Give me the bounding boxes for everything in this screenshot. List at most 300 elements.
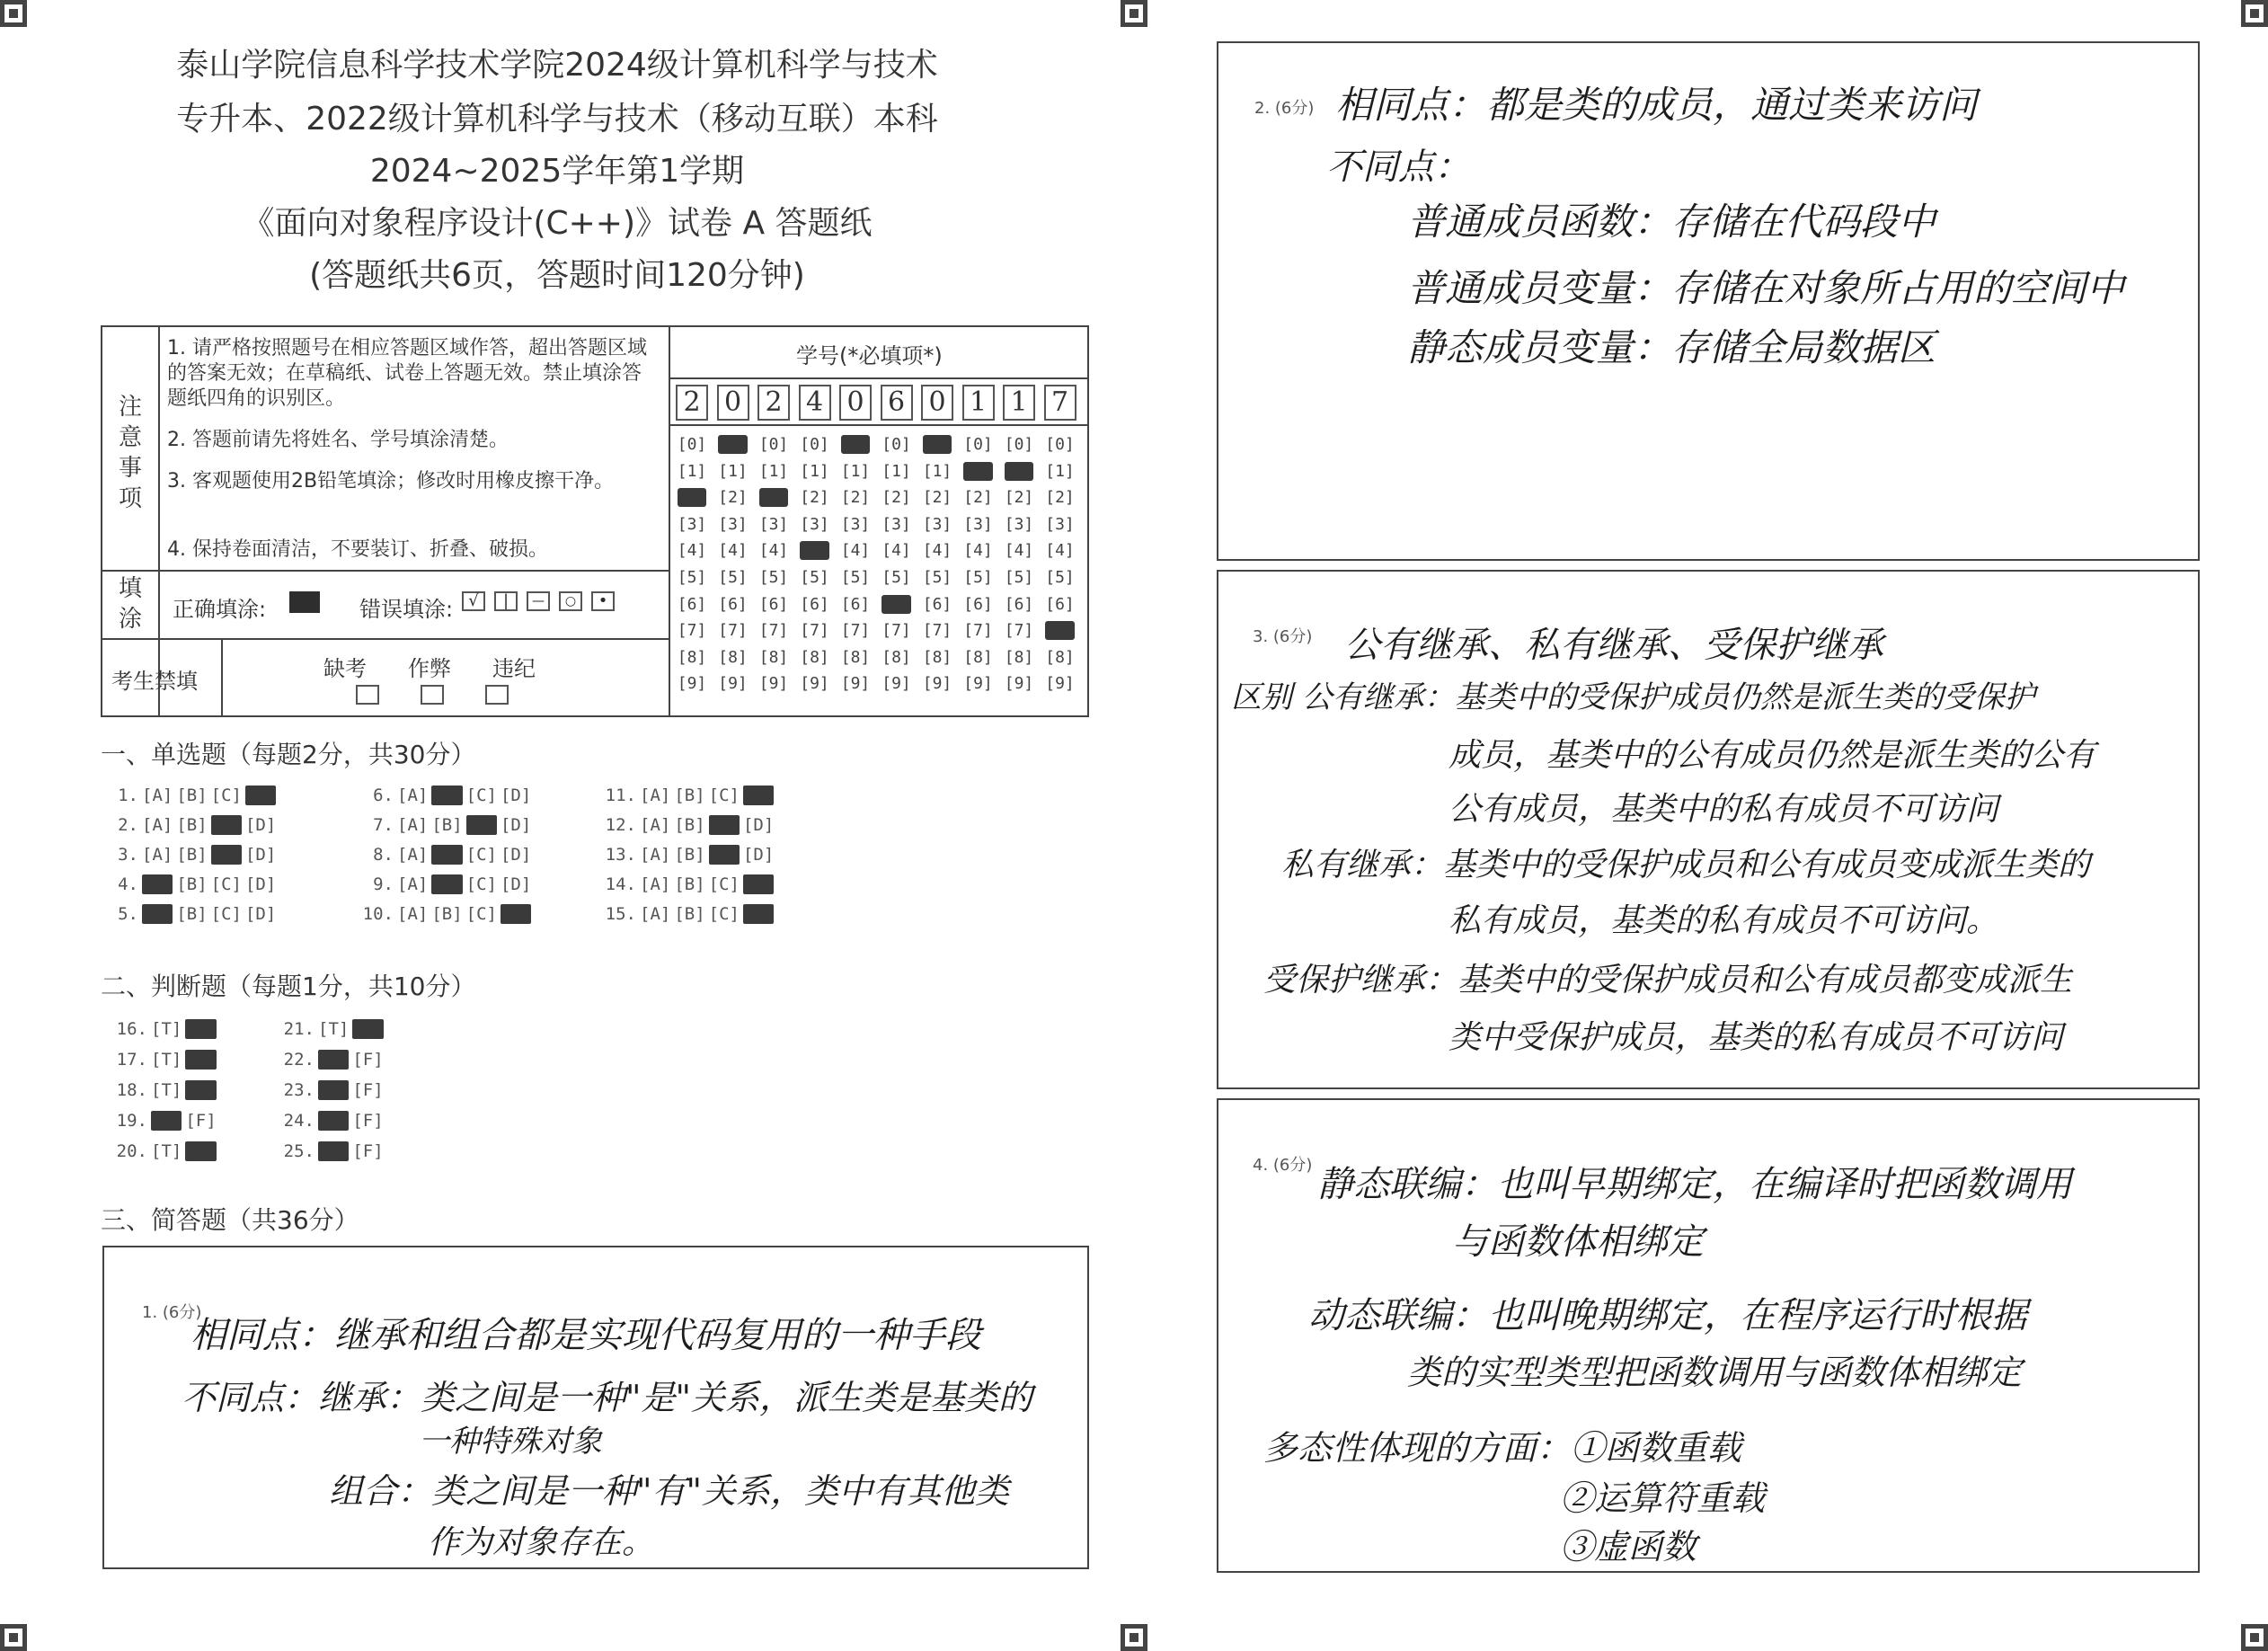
answer-option-bubble[interactable]: [F] bbox=[185, 1080, 217, 1100]
wrong-fill-label: 错误填涂: bbox=[359, 597, 454, 622]
student-id-bubble[interactable]: [6] bbox=[922, 594, 952, 614]
question-number: 22. bbox=[283, 1050, 315, 1070]
correct-fill-sample bbox=[289, 591, 320, 613]
q3-line-3: 成员，基类中的公有成员仍然是派生类的公有 bbox=[1449, 737, 2096, 774]
single-choice-item bbox=[602, 815, 774, 835]
q4-line-1: 静态联编：也叫早期绑定，在编译时把函数调用 bbox=[1317, 1164, 2072, 1205]
wrong-fill-sample-check: √ bbox=[462, 591, 485, 611]
question-number: 20. bbox=[116, 1141, 147, 1161]
answer-option-bubble[interactable]: [A] bbox=[142, 874, 173, 894]
student-id-bubble[interactable]: [8] bbox=[800, 647, 829, 667]
question-number: 14. bbox=[605, 874, 636, 894]
answer-option-bubble[interactable]: [B] bbox=[674, 815, 705, 835]
question-number: 7. bbox=[373, 815, 394, 835]
question-number: 9. bbox=[373, 874, 394, 894]
question-number: 5. bbox=[118, 904, 138, 924]
student-id-bubble[interactable]: [7] bbox=[840, 621, 871, 641]
wrong-fill-sample-dash: — bbox=[527, 591, 550, 611]
question-number: 19. bbox=[116, 1111, 147, 1131]
student-id-bubble[interactable]: [1] bbox=[677, 461, 707, 481]
header-line-4: 《面向对象程序设计(C++)》试卷 A 答题纸 bbox=[242, 205, 873, 242]
student-id-bubble[interactable]: [3] bbox=[800, 514, 829, 534]
answer-option-bubble[interactable]: [C] bbox=[210, 874, 242, 894]
student-id-bubble[interactable]: [9] bbox=[1045, 674, 1075, 694]
true-false-item bbox=[280, 1080, 384, 1100]
student-id-bubble[interactable]: [0] bbox=[882, 435, 911, 454]
true-false-item bbox=[280, 1019, 384, 1039]
student-id-bubble[interactable]: [0] bbox=[963, 435, 993, 454]
answer-option-bubble[interactable]: [B] bbox=[176, 874, 208, 894]
true-false-item bbox=[113, 1141, 217, 1161]
answer-option-bubble[interactable]: [B] bbox=[431, 786, 463, 805]
answer-option-bubble[interactable]: [D] bbox=[742, 786, 775, 805]
student-id-bubble[interactable]: [2] bbox=[800, 488, 829, 508]
student-id-bubble[interactable]: [1] bbox=[840, 461, 871, 481]
answer-box-q2 bbox=[1217, 41, 2200, 561]
wrong-fill-sample-dot: • bbox=[591, 591, 615, 611]
forbidden-cheat-label: 作弊 bbox=[408, 656, 451, 681]
student-id-bubble[interactable]: [4] bbox=[800, 541, 829, 561]
student-id-bubble[interactable]: [4] bbox=[677, 541, 707, 561]
q3-line-7: 受保护继承：基类中的受保护成员和公有成员都变成派生 bbox=[1263, 962, 2073, 999]
answer-option-bubble[interactable]: [F] bbox=[185, 1050, 217, 1070]
forbidden-violation-label: 违纪 bbox=[492, 656, 536, 681]
q2-line-1: 相同点：都是类的成员，通过类来访问 bbox=[1335, 83, 1978, 127]
student-id-bubble[interactable]: [9] bbox=[718, 674, 748, 694]
student-id-bubble[interactable]: [0] bbox=[1004, 435, 1034, 454]
student-id-bubble[interactable]: [5] bbox=[840, 567, 871, 587]
student-id-bubble[interactable]: [3] bbox=[677, 514, 707, 534]
q4-line-2: 与函数体相绑定 bbox=[1452, 1221, 1704, 1263]
answer-option-bubble[interactable]: [C] bbox=[465, 815, 497, 835]
q3-line-6: 私有成员，基类的私有成员不可访问。 bbox=[1449, 902, 1999, 939]
violation-checkbox[interactable] bbox=[485, 685, 509, 705]
student-id-bubble[interactable]: [8] bbox=[882, 647, 911, 667]
student-id-digit-7: 0 bbox=[921, 385, 953, 421]
answer-option-bubble[interactable]: [D] bbox=[244, 874, 277, 894]
section2-title: 二、判断题（每题1分，共10分） bbox=[101, 972, 476, 1001]
student-id-bubble[interactable]: [3] bbox=[758, 514, 789, 534]
student-id-bubble[interactable]: [1] bbox=[758, 461, 789, 481]
single-choice-item bbox=[359, 845, 531, 865]
student-id-bubble[interactable]: [6] bbox=[1045, 594, 1075, 614]
student-id-bubble[interactable]: [4] bbox=[963, 541, 993, 561]
question-number: 17. bbox=[116, 1050, 147, 1070]
student-id-bubble[interactable]: [3] bbox=[922, 514, 952, 534]
answer-option-bubble[interactable]: [C] bbox=[210, 845, 242, 865]
question-number: 2. bbox=[118, 815, 138, 835]
cheat-checkbox[interactable] bbox=[421, 685, 444, 705]
answer-option-bubble[interactable]: [A] bbox=[397, 786, 429, 805]
student-id-bubble[interactable]: [1] bbox=[882, 461, 911, 481]
answer-option-bubble[interactable]: [F] bbox=[352, 1050, 384, 1070]
student-id-bubble[interactable]: [3] bbox=[882, 514, 911, 534]
answer-option-bubble[interactable]: [A] bbox=[397, 904, 429, 924]
student-id-bubble[interactable]: [8] bbox=[963, 647, 993, 667]
answer-option-bubble[interactable]: [T] bbox=[318, 1141, 350, 1161]
answer-option-bubble[interactable]: [B] bbox=[431, 874, 463, 894]
student-id-bubble[interactable]: [0] bbox=[840, 435, 871, 454]
student-id-bubble[interactable]: [3] bbox=[1045, 514, 1075, 534]
answer-option-bubble[interactable]: [A] bbox=[640, 845, 671, 865]
fill-label: 填 涂 bbox=[118, 575, 142, 633]
student-id-digit-8: 1 bbox=[962, 385, 995, 421]
answer-option-bubble[interactable]: [A] bbox=[397, 815, 429, 835]
answer-option-bubble[interactable]: [C] bbox=[465, 874, 497, 894]
student-id-bubble[interactable]: [8] bbox=[677, 647, 707, 667]
student-id-bubble[interactable]: [8] bbox=[922, 647, 952, 667]
student-id-bubble[interactable]: [9] bbox=[677, 674, 707, 694]
single-choice-item bbox=[359, 786, 531, 805]
q3-line-8: 类中受保护成员，基类的私有成员不可访问 bbox=[1449, 1019, 2064, 1056]
student-id-bubble[interactable]: [8] bbox=[1004, 647, 1034, 667]
true-false-item bbox=[280, 1050, 384, 1070]
student-id-bubble-column-8 bbox=[962, 431, 995, 697]
student-id-bubble[interactable]: [2] bbox=[1045, 488, 1075, 508]
answer-option-bubble[interactable]: [F] bbox=[185, 1141, 217, 1161]
student-id-bubble[interactable]: [6] bbox=[1004, 594, 1034, 614]
student-id-bubble[interactable]: [7] bbox=[1004, 621, 1034, 641]
student-id-bubble[interactable]: [2] bbox=[840, 488, 871, 508]
student-id-bubble[interactable]: [9] bbox=[963, 674, 993, 694]
answer-option-bubble[interactable]: [C] bbox=[465, 845, 497, 865]
answer-option-bubble[interactable]: [D] bbox=[500, 815, 532, 835]
student-id-bubble-column-7 bbox=[921, 431, 953, 697]
wrong-fill-sample-circle: ○ bbox=[559, 591, 582, 611]
true-false-item bbox=[113, 1019, 217, 1039]
student-id-bubble[interactable]: [2] bbox=[882, 488, 911, 508]
student-id-bubble[interactable]: [1] bbox=[1004, 461, 1034, 481]
student-id-bubble[interactable]: [4] bbox=[922, 541, 952, 561]
student-id-bubble[interactable]: [9] bbox=[882, 674, 911, 694]
student-id-bubble[interactable]: [2] bbox=[922, 488, 952, 508]
single-choice-item bbox=[117, 845, 276, 865]
question-number: 12. bbox=[605, 815, 636, 835]
question-number: 4. bbox=[118, 874, 138, 894]
answer-option-bubble[interactable]: [B] bbox=[431, 845, 463, 865]
student-id-bubble-column-10 bbox=[1044, 431, 1076, 697]
q1-line-1: 相同点：继承和组合都是实现代码复用的一种手段 bbox=[190, 1315, 981, 1356]
student-id-bubble[interactable]: [2] bbox=[758, 488, 789, 508]
student-id-bubble[interactable]: [0] bbox=[800, 435, 829, 454]
student-id-digit-2: 0 bbox=[717, 385, 749, 421]
answer-option-bubble[interactable]: [F] bbox=[352, 1111, 384, 1131]
student-id-bubble[interactable]: [2] bbox=[963, 488, 993, 508]
student-id-bubble[interactable]: [4] bbox=[882, 541, 911, 561]
student-id-bubble[interactable]: [4] bbox=[840, 541, 871, 561]
header-line-1: 泰山学院信息科学技术学院2024级计算机科学与技术 bbox=[176, 47, 938, 84]
header-line-5: (答题纸共6页，答题时间120分钟) bbox=[309, 257, 805, 294]
answer-option-bubble[interactable]: [T] bbox=[151, 1050, 182, 1070]
true-false-item bbox=[113, 1111, 217, 1131]
answer-option-bubble[interactable]: [B] bbox=[176, 786, 208, 805]
answer-option-bubble[interactable]: [B] bbox=[431, 815, 463, 835]
notice-item-1: 1. 请严格按照题号在相应答题区域作答，超出答题区域的答案无效；在草稿纸、试卷上答题无效。禁止填涂答题纸四角的识别区。 bbox=[167, 337, 647, 410]
question-number: 16. bbox=[116, 1019, 147, 1039]
answer-option-bubble[interactable]: [F] bbox=[352, 1019, 384, 1039]
true-false-item bbox=[280, 1141, 384, 1161]
answer-option-bubble[interactable]: [F] bbox=[185, 1111, 217, 1131]
answer-option-bubble[interactable]: [C] bbox=[708, 786, 740, 805]
student-id-bubble[interactable]: [6] bbox=[677, 594, 707, 614]
q1-line-2: 不同点：继承：类之间是一种"是"关系，派生类是基类的 bbox=[182, 1378, 1032, 1417]
answer-option-bubble[interactable]: [B] bbox=[674, 874, 705, 894]
notice-item-4: 4. 保持卷面清洁，不要装订、折叠、破损。 bbox=[167, 538, 548, 561]
single-choice-item bbox=[359, 904, 531, 924]
q3-line-4: 公有成员，基类中的私有成员不可访问 bbox=[1449, 791, 1999, 828]
student-id-bubble[interactable]: [2] bbox=[1004, 488, 1034, 508]
student-id-bubble[interactable]: [1] bbox=[1045, 461, 1075, 481]
student-id-bubble[interactable]: [2] bbox=[677, 488, 707, 508]
answer-option-bubble[interactable]: [C] bbox=[708, 815, 740, 835]
answer-option-bubble[interactable]: [D] bbox=[500, 874, 532, 894]
answer-option-bubble[interactable]: [T] bbox=[151, 1111, 182, 1131]
student-id-bubble[interactable]: [1] bbox=[718, 461, 748, 481]
student-id-bubble[interactable]: [9] bbox=[758, 674, 789, 694]
single-choice-item bbox=[117, 786, 276, 805]
notice-item-3: 3. 客观题使用2B铅笔填涂；修改时用橡皮擦干净。 bbox=[167, 470, 615, 493]
question-number: 11. bbox=[605, 786, 636, 805]
answer-option-bubble[interactable]: [D] bbox=[500, 904, 532, 924]
student-id-bubble[interactable]: [4] bbox=[1045, 541, 1075, 561]
answer-option-bubble[interactable]: [T] bbox=[318, 1019, 350, 1039]
student-id-bubble[interactable]: [7] bbox=[882, 621, 911, 641]
student-id-bubble[interactable]: [3] bbox=[1004, 514, 1034, 534]
student-id-bubble[interactable]: [4] bbox=[718, 541, 748, 561]
answer-option-bubble[interactable]: [D] bbox=[742, 845, 775, 865]
answer-option-bubble[interactable]: [A] bbox=[640, 904, 671, 924]
student-id-bubble[interactable]: [5] bbox=[677, 567, 707, 587]
student-id-bubble[interactable]: [9] bbox=[1004, 674, 1034, 694]
question-number: 8. bbox=[373, 845, 394, 865]
answer-option-bubble[interactable]: [T] bbox=[151, 1019, 182, 1039]
true-false-item bbox=[113, 1050, 217, 1070]
answer-option-bubble[interactable]: [C] bbox=[465, 786, 497, 805]
q1-line-5: 作为对象存在。 bbox=[428, 1524, 655, 1561]
q3-line-5: 私有继承：基类中的受保护成员和公有成员变成派生类的 bbox=[1281, 847, 2091, 883]
student-id-bubble[interactable]: [0] bbox=[677, 435, 707, 454]
section3-title: 三、简答题（共36分） bbox=[101, 1205, 359, 1235]
answer-box-q1 bbox=[102, 1246, 1089, 1569]
student-id-bubble[interactable]: [0] bbox=[718, 435, 748, 454]
answer-option-bubble[interactable]: [B] bbox=[431, 904, 463, 924]
student-id-bubble[interactable]: [6] bbox=[800, 594, 829, 614]
q2-label: 2. (6分) bbox=[1254, 99, 1315, 118]
question-number: 1. bbox=[118, 786, 138, 805]
answer-box-q4 bbox=[1217, 1098, 2200, 1573]
answer-option-bubble[interactable]: [A] bbox=[142, 786, 173, 805]
student-id-bubble[interactable]: [9] bbox=[922, 674, 952, 694]
answer-option-bubble[interactable]: [C] bbox=[708, 874, 740, 894]
student-id-bubble[interactable]: [5] bbox=[1045, 567, 1075, 587]
answer-option-bubble[interactable]: [D] bbox=[244, 904, 277, 924]
answer-option-bubble[interactable]: [T] bbox=[318, 1050, 350, 1070]
student-id-bubble[interactable]: [3] bbox=[840, 514, 871, 534]
q2-line-3: 普通成员函数：存储在代码段中 bbox=[1407, 200, 1936, 244]
answer-option-bubble[interactable]: [A] bbox=[397, 874, 429, 894]
answer-option-bubble[interactable]: [T] bbox=[318, 1080, 350, 1100]
answer-option-bubble[interactable]: [D] bbox=[742, 815, 775, 835]
student-id-bubble[interactable]: [1] bbox=[800, 461, 829, 481]
student-id-bubble[interactable]: [0] bbox=[1045, 435, 1075, 454]
student-id-digit-6: 6 bbox=[881, 385, 913, 421]
student-id-bubble[interactable]: [7] bbox=[1045, 621, 1075, 641]
student-id-bubble[interactable]: [0] bbox=[922, 435, 952, 454]
absent-checkbox[interactable] bbox=[356, 685, 379, 705]
student-id-bubble[interactable]: [5] bbox=[718, 567, 748, 587]
student-id-bubble[interactable]: [6] bbox=[840, 594, 871, 614]
student-id-bubble[interactable]: [8] bbox=[718, 647, 748, 667]
q4-line-7: ③虚函数 bbox=[1560, 1527, 1697, 1567]
question-number: 23. bbox=[283, 1080, 315, 1100]
answer-option-bubble[interactable]: [F] bbox=[352, 1080, 384, 1100]
student-id-digit-4: 4 bbox=[799, 385, 831, 421]
answer-option-bubble[interactable]: [D] bbox=[742, 874, 775, 894]
student-id-bubble[interactable]: [6] bbox=[758, 594, 789, 614]
student-id-bubble-column-6 bbox=[881, 431, 913, 697]
q4-label: 4. (6分) bbox=[1253, 1156, 1313, 1175]
question-number: 25. bbox=[283, 1141, 315, 1161]
student-id-bubble[interactable]: [8] bbox=[758, 647, 789, 667]
single-choice-item bbox=[117, 874, 276, 894]
student-id-bubble[interactable]: [3] bbox=[718, 514, 748, 534]
q3-line-1: 公有继承、私有继承、受保护继承 bbox=[1344, 625, 1883, 666]
answer-option-bubble[interactable]: [A] bbox=[640, 786, 671, 805]
notice-label: 注 意 事 项 bbox=[118, 394, 142, 512]
student-id-bubble[interactable]: [5] bbox=[882, 567, 911, 587]
single-choice-item bbox=[602, 845, 774, 865]
student-id-digit-1: 2 bbox=[676, 385, 708, 421]
student-id-bubble[interactable]: [7] bbox=[677, 621, 707, 641]
answer-option-bubble[interactable]: [D] bbox=[244, 786, 277, 805]
answer-option-bubble[interactable]: [F] bbox=[185, 1019, 217, 1039]
answer-sheet-right-page bbox=[1134, 0, 2268, 1651]
student-id-bubble[interactable]: [5] bbox=[1004, 567, 1034, 587]
answer-box-q3 bbox=[1217, 570, 2200, 1089]
answer-option-bubble[interactable]: [F] bbox=[352, 1141, 384, 1161]
student-id-bubble[interactable]: [9] bbox=[840, 674, 871, 694]
true-false-item bbox=[113, 1080, 217, 1100]
answer-option-bubble[interactable]: [D] bbox=[500, 845, 532, 865]
student-id-bubble[interactable]: [7] bbox=[922, 621, 952, 641]
answer-option-bubble[interactable]: [B] bbox=[674, 845, 705, 865]
student-id-bubble[interactable]: [1] bbox=[963, 461, 993, 481]
answer-option-bubble[interactable]: [D] bbox=[244, 845, 277, 865]
answer-option-bubble[interactable]: [T] bbox=[151, 1080, 182, 1100]
student-id-bubble[interactable]: [4] bbox=[758, 541, 789, 561]
q1-line-3: 一种特殊对象 bbox=[419, 1424, 602, 1460]
answer-option-bubble[interactable]: [A] bbox=[640, 874, 671, 894]
single-choice-item bbox=[602, 874, 774, 894]
question-number: 24. bbox=[283, 1111, 315, 1131]
answer-option-bubble[interactable]: [C] bbox=[708, 904, 740, 924]
student-id-bubble[interactable]: [8] bbox=[1045, 647, 1075, 667]
student-id-digit-3: 2 bbox=[757, 385, 790, 421]
student-id-bubble[interactable]: [5] bbox=[758, 567, 789, 587]
question-number: 21. bbox=[283, 1019, 315, 1039]
answer-option-bubble[interactable]: [A] bbox=[640, 815, 671, 835]
student-id-digit-5: 0 bbox=[839, 385, 872, 421]
notice-item-2: 2. 答题前请先将姓名、学号填涂清楚。 bbox=[167, 429, 509, 451]
answer-option-bubble[interactable]: [C] bbox=[708, 845, 740, 865]
student-id-bubble[interactable]: [0] bbox=[758, 435, 789, 454]
answer-option-bubble[interactable]: [C] bbox=[465, 904, 497, 924]
student-id-bubble[interactable]: [5] bbox=[922, 567, 952, 587]
answer-option-bubble[interactable]: [B] bbox=[176, 815, 208, 835]
question-number: 15. bbox=[605, 904, 636, 924]
student-id-bubble[interactable]: [8] bbox=[840, 647, 871, 667]
q4-line-4: 类的实型类型把函数调用与函数体相绑定 bbox=[1407, 1353, 2023, 1392]
student-id-bubble[interactable]: [4] bbox=[1004, 541, 1034, 561]
answer-option-bubble[interactable]: [B] bbox=[176, 845, 208, 865]
student-id-bubble-column-3 bbox=[757, 431, 790, 697]
answer-option-bubble[interactable]: [D] bbox=[244, 815, 277, 835]
student-id-bubble[interactable]: [3] bbox=[963, 514, 993, 534]
header-line-3: 2024~2025学年第1学期 bbox=[369, 153, 745, 190]
answer-option-bubble[interactable]: [A] bbox=[397, 845, 429, 865]
answer-option-bubble[interactable]: [T] bbox=[151, 1141, 182, 1161]
q1-line-4: 组合：类之间是一种"有"关系，类中有其他类 bbox=[329, 1471, 1009, 1511]
forbidden-label: 考生禁填 bbox=[111, 669, 198, 694]
single-choice-item bbox=[602, 786, 774, 805]
answer-option-bubble[interactable]: [C] bbox=[210, 904, 242, 924]
student-id-bubble[interactable]: [6] bbox=[882, 594, 911, 614]
answer-option-bubble[interactable]: [A] bbox=[142, 904, 173, 924]
answer-option-bubble[interactable]: [D] bbox=[742, 904, 775, 924]
wrong-fill-sample-bar: | bbox=[494, 591, 518, 611]
question-number: 3. bbox=[118, 845, 138, 865]
student-id-digit-10: 7 bbox=[1044, 385, 1076, 421]
q3-label: 3. (6分) bbox=[1253, 627, 1313, 646]
q1-label: 1. (6分) bbox=[142, 1303, 202, 1322]
answer-option-bubble[interactable]: [B] bbox=[674, 786, 705, 805]
answer-option-bubble[interactable]: [C] bbox=[210, 815, 242, 835]
student-id-bubble-column-4 bbox=[799, 431, 831, 697]
answer-option-bubble[interactable]: [A] bbox=[142, 845, 173, 865]
answer-option-bubble[interactable]: [D] bbox=[500, 786, 532, 805]
notice-box bbox=[101, 325, 1089, 717]
answer-option-bubble[interactable]: [C] bbox=[210, 786, 242, 805]
answer-option-bubble[interactable]: [T] bbox=[318, 1111, 350, 1131]
student-id-bubble[interactable]: [5] bbox=[963, 567, 993, 587]
student-id-bubble[interactable]: [2] bbox=[718, 488, 748, 508]
q3-line-2: 区别 公有继承：基类中的受保护成员仍然是派生类的受保护 bbox=[1231, 679, 2035, 715]
student-id-bubble[interactable]: [7] bbox=[800, 621, 829, 641]
answer-option-bubble[interactable]: [B] bbox=[674, 904, 705, 924]
student-id-bubble[interactable]: [5] bbox=[800, 567, 829, 587]
single-choice-item bbox=[602, 904, 774, 924]
student-id-digit-9: 1 bbox=[1003, 385, 1035, 421]
student-id-bubble[interactable]: [9] bbox=[800, 674, 829, 694]
student-id-bubble-column-9 bbox=[1003, 431, 1035, 697]
student-id-bubble-column-1 bbox=[676, 431, 708, 697]
student-id-bubble[interactable]: [7] bbox=[758, 621, 789, 641]
answer-option-bubble[interactable]: [A] bbox=[142, 815, 173, 835]
q4-line-3: 动态联编：也叫晚期绑定，在程序运行时根据 bbox=[1308, 1295, 2027, 1336]
question-number: 18. bbox=[116, 1080, 147, 1100]
student-id-bubble[interactable]: [7] bbox=[963, 621, 993, 641]
correct-fill-label: 正确填涂: bbox=[173, 597, 267, 622]
student-id-bubble[interactable]: [6] bbox=[963, 594, 993, 614]
answer-option-bubble[interactable]: [B] bbox=[176, 904, 208, 924]
q4-line-6: ②运算符重载 bbox=[1560, 1478, 1766, 1518]
student-id-bubble[interactable]: [7] bbox=[718, 621, 748, 641]
forbidden-absent-label: 缺考 bbox=[323, 656, 367, 681]
student-id-bubble[interactable]: [6] bbox=[718, 594, 748, 614]
single-choice-item bbox=[117, 815, 276, 835]
student-id-bubble[interactable]: [1] bbox=[922, 461, 952, 481]
true-false-item bbox=[280, 1111, 384, 1131]
